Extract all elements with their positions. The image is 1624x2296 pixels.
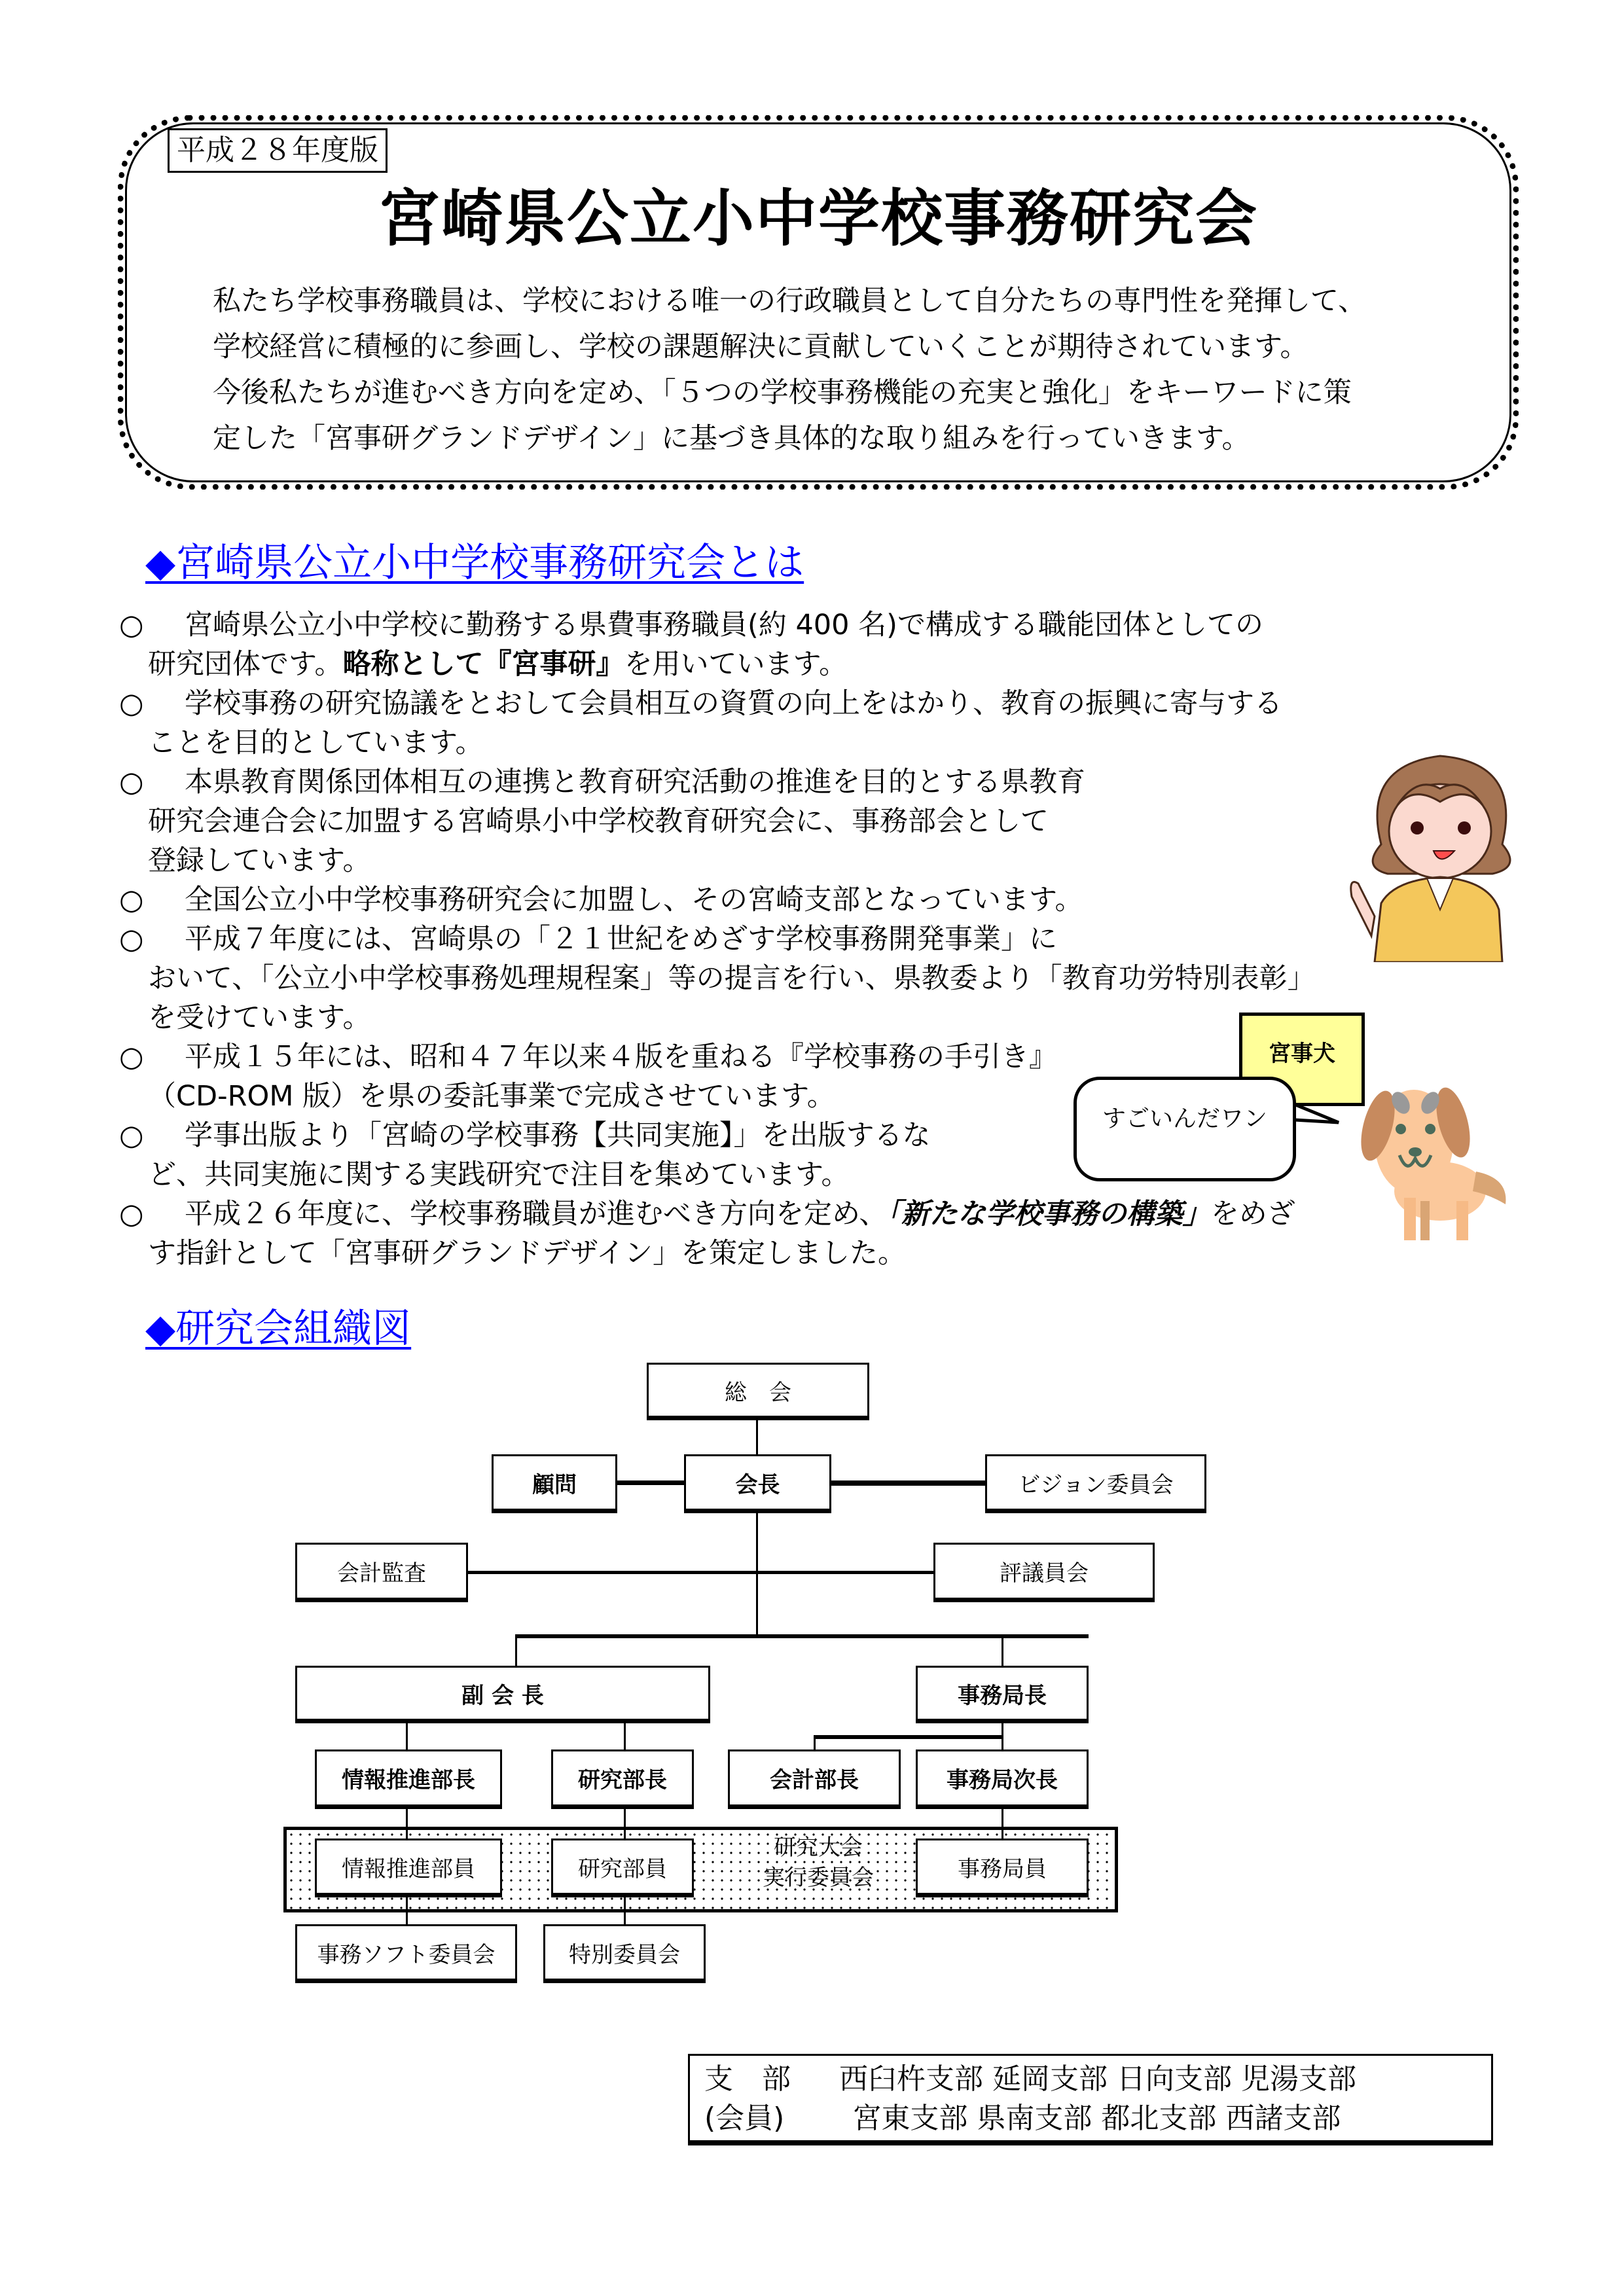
org-box-software-committee: 事務ソフト委員会	[295, 1924, 517, 1983]
list-item	[119, 684, 1526, 723]
org-box-president: 会長	[684, 1454, 831, 1513]
list-item	[119, 762, 1526, 802]
list-item-continuation: を受けています。	[148, 1001, 371, 1034]
intro-line: 私たち学校事務職員は、学校における唯一の行政職員として自分たちの専門性を発揮して、	[213, 285, 1367, 317]
org-box-vice-president: 副 会 長	[295, 1666, 710, 1723]
list-item	[119, 605, 1526, 645]
org-box-info-members: 情報推進部員	[315, 1839, 502, 1897]
connector-line	[624, 1809, 626, 1839]
circle-bullet-icon: ○	[119, 687, 144, 720]
org-box-audit: 会計監査	[295, 1543, 468, 1602]
list-item-continuation: おいて、「公立小中学校事務処理規程案」等の提言を行い、県教委より「教育功労特別表彰」	[148, 962, 1316, 995]
intro-paragraph	[213, 278, 1509, 461]
abbreviation-emphasis: 略称として『宮事研』	[342, 648, 624, 681]
list-item	[119, 920, 1526, 959]
mascot-speech-bubble: すごいんだワン	[1074, 1077, 1296, 1181]
list-item-text: をめざ	[1210, 1198, 1295, 1230]
org-box-deputy-secretary: 事務局次長	[916, 1749, 1089, 1809]
org-box-general-assembly: 総 会	[647, 1363, 869, 1420]
connector-line	[406, 1723, 408, 1749]
connector-line	[468, 1571, 933, 1574]
connector-line	[756, 1513, 758, 1636]
org-box-advisor: 顧問	[492, 1454, 617, 1513]
org-box-research-head: 研究部長	[551, 1749, 694, 1809]
connector-line	[406, 1809, 408, 1839]
branch-label: (会員)	[704, 2102, 785, 2135]
org-box-secretary-general: 事務局長	[916, 1666, 1089, 1723]
branch-row	[704, 2060, 1491, 2099]
org-box-accounting-head: 会計部長	[728, 1749, 901, 1809]
list-item-text: 平成７年度には、宮崎県の「２１世紀をめざす学校事務開発事業」に	[185, 923, 1057, 956]
list-item	[119, 1194, 1526, 1234]
circle-bullet-icon: ○	[119, 609, 144, 641]
connector-line	[814, 1735, 1003, 1739]
edition-label: 平成２８年度版	[168, 128, 388, 173]
branch-name: 日向支部	[1117, 2062, 1232, 2096]
list-item-text: 宮崎県公立小中学校に勤務する県費事務職員(約 400 名)で構成する職能団体としての	[185, 609, 1263, 641]
circle-bullet-icon: ○	[119, 1198, 144, 1230]
mascot-name-label: 宮事犬	[1239, 1013, 1365, 1106]
branch-label: 支 部	[704, 2062, 791, 2096]
convention-committee-label-line: 実行委員会	[763, 1865, 874, 1891]
connector-line	[1001, 1809, 1003, 1839]
list-item-text: 平成２６年度に、学校事務職員が進むべき方向を定め、	[185, 1198, 888, 1230]
connector-line	[1001, 1636, 1003, 1666]
connector-line	[624, 1897, 626, 1924]
connector-line	[624, 1723, 626, 1749]
intro-line: 学校経営に積極的に参画し、学校の課題解決に貢献していくことが期待されています。	[213, 331, 1308, 363]
connector-line	[831, 1480, 985, 1486]
list-item-text: 本県教育関係団体相互の連携と教育研究活動の推進を目的とする県教育	[185, 766, 1085, 798]
org-box-vision-committee: ビジョン委員会	[985, 1454, 1206, 1513]
org-box-special-committee: 特別委員会	[543, 1924, 706, 1983]
branch-row	[704, 2099, 1491, 2138]
list-item-text: 研究団体です。	[148, 648, 343, 681]
branch-name: 都北支部	[1101, 2102, 1217, 2135]
branch-name: 西臼杵支部	[839, 2062, 983, 2096]
circle-bullet-icon: ○	[119, 1119, 144, 1152]
branch-name: 宮東支部	[852, 2102, 968, 2135]
list-item-continuation: ことを目的としています。	[148, 726, 484, 759]
section-heading-about: ◆宮崎県公立小中学校事務研究会とは	[145, 540, 804, 586]
circle-bullet-icon: ○	[119, 884, 144, 916]
connector-line	[756, 1420, 758, 1454]
connector-line	[617, 1480, 684, 1485]
list-item-text: 全国公立小中学校事務研究会に加盟し、その宮崎支部となっています。	[185, 884, 1083, 916]
staff-woman-illustration	[1335, 740, 1545, 962]
list-item-continuation	[119, 645, 1526, 684]
convention-committee-label	[727, 1833, 910, 1893]
connector-line	[515, 1636, 517, 1666]
circle-bullet-icon: ○	[119, 923, 144, 956]
branch-name: 県南支部	[977, 2102, 1092, 2135]
about-bullet-list	[119, 605, 1526, 1273]
list-item-continuation: 登録しています。	[148, 844, 371, 877]
intro-line: 今後私たちが進むべき方向を定め、「５つの学校事務機能の充実と強化」をキーワードに策	[213, 376, 1352, 409]
list-item-text: を用いています。	[624, 648, 848, 681]
connector-line	[406, 1897, 408, 1924]
list-item-continuation: （CD-ROM 版）を県の委託事業で完成させています。	[148, 1080, 835, 1113]
key-phrase-emphasis: 「新たな学校事務の構築」	[887, 1198, 1211, 1230]
branch-name: 西諸支部	[1225, 2102, 1341, 2135]
branch-name: 児湯支部	[1241, 2062, 1356, 2096]
org-box-research-members: 研究部員	[551, 1839, 694, 1897]
list-item-text: 学校事務の研究協議をとおして会員相互の資質の向上をはかり、教育の振興に寄与する	[185, 687, 1282, 720]
org-box-info-head: 情報推進部長	[315, 1749, 502, 1809]
list-item-continuation: ど、共同実施に関する実践研究で注目を集めています。	[148, 1158, 850, 1191]
page-title: 宮崎県公立小中学校事務研究会	[378, 183, 1258, 255]
intro-line: 定した「宮事研グランドデザイン」に基づき具体的な取り組みを行っていきます。	[213, 422, 1250, 455]
branch-list-box	[688, 2054, 1493, 2145]
list-item-continuation: 研究会連合会に加盟する宮崎県小中学校教育研究会に、事務部会として	[148, 805, 1049, 838]
convention-committee-label-line: 研究大会	[774, 1835, 863, 1861]
list-item-text: 学事出版より「宮崎の学校事務【共同実施】」を出版するな	[185, 1119, 931, 1152]
circle-bullet-icon: ○	[119, 1041, 144, 1073]
list-item-continuation: す指針として「宮事研グランドデザイン」を策定しました。	[148, 1237, 906, 1270]
org-box-council: 評議員会	[933, 1543, 1155, 1602]
list-item-text: 平成１５年には、昭和４７年以来４版を重ねる『学校事務の手引き』	[185, 1041, 1057, 1073]
section-heading-org-chart: ◆研究会組織図	[145, 1306, 412, 1352]
list-item	[119, 880, 1526, 920]
branch-name: 延岡支部	[992, 2062, 1108, 2096]
org-box-secretariat-members: 事務局員	[916, 1839, 1089, 1897]
mascot-dog-illustration	[1348, 1073, 1519, 1244]
circle-bullet-icon: ○	[119, 766, 144, 798]
connector-line	[814, 1735, 816, 1749]
